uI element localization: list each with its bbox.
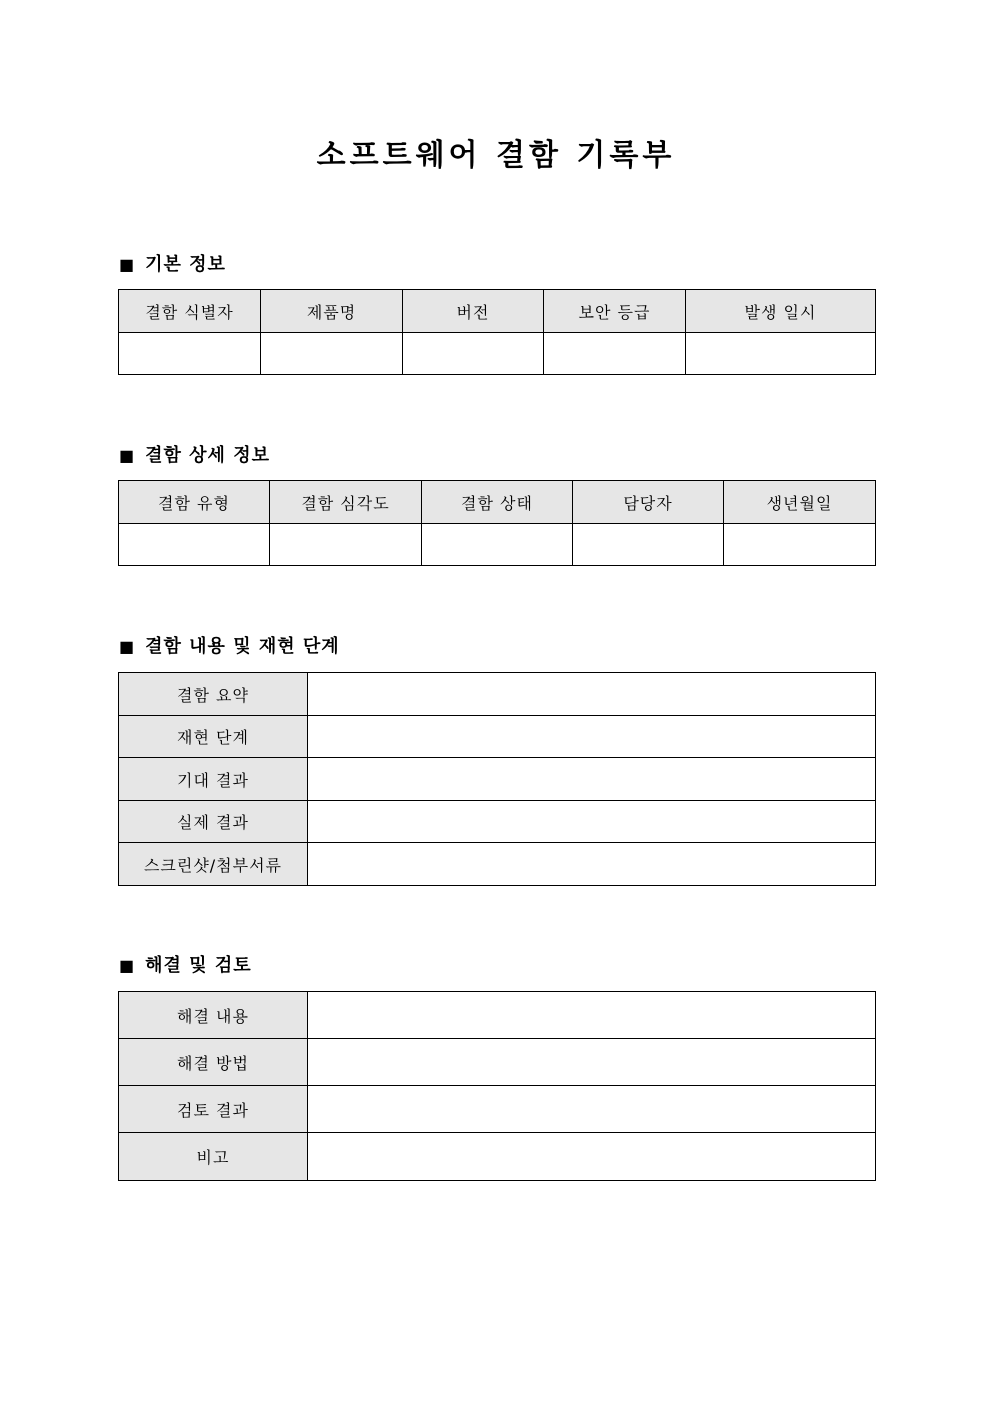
content-table bbox=[118, 672, 876, 886]
table-row bbox=[119, 1086, 876, 1133]
label-expected-result: 기대 결과 bbox=[119, 758, 308, 801]
page-title: 소프트웨어 결함 기록부 bbox=[316, 138, 676, 173]
table-header-row bbox=[119, 481, 876, 524]
label-actual-result: 실제 결과 bbox=[119, 801, 308, 843]
table-row bbox=[119, 843, 876, 886]
cell-defect-id-value[interactable] bbox=[119, 333, 261, 375]
cell-remarks-value[interactable] bbox=[308, 1133, 876, 1181]
square-bullet-icon: ■ bbox=[119, 956, 136, 975]
header-defect-id: 결함 식별자 bbox=[119, 290, 261, 333]
header-assignee: 담당자 bbox=[573, 481, 724, 524]
section-heading-label: 기본 정보 bbox=[145, 254, 226, 275]
header-security-level: 보안 등급 bbox=[544, 290, 686, 333]
cell-product-name-value[interactable] bbox=[261, 333, 403, 375]
header-version: 버전 bbox=[403, 290, 544, 333]
table-row bbox=[119, 673, 876, 716]
label-remarks: 비고 bbox=[119, 1133, 308, 1181]
label-resolution-method: 해결 방법 bbox=[119, 1039, 308, 1086]
resolution-table bbox=[118, 991, 876, 1181]
header-product-name: 제품명 bbox=[261, 290, 403, 333]
square-bullet-icon: ■ bbox=[119, 446, 136, 465]
section-heading-content bbox=[119, 635, 340, 659]
label-reproduction-steps: 재현 단계 bbox=[119, 716, 308, 758]
label-review-result: 검토 결과 bbox=[119, 1086, 308, 1133]
cell-occurrence-datetime-value[interactable] bbox=[686, 333, 876, 375]
header-defect-status: 결함 상태 bbox=[422, 481, 573, 524]
label-resolution-content: 해결 내용 bbox=[119, 992, 308, 1039]
cell-reproduction-steps-value[interactable] bbox=[308, 716, 876, 758]
section-heading-label: 결함 내용 및 재현 단계 bbox=[145, 636, 340, 657]
table-row bbox=[119, 524, 876, 566]
header-occurrence-datetime: 발생 일시 bbox=[686, 290, 876, 333]
cell-screenshot-attachments-value[interactable] bbox=[308, 843, 876, 886]
cell-defect-type-value[interactable] bbox=[119, 524, 270, 566]
table-row bbox=[119, 992, 876, 1039]
cell-resolution-method-value[interactable] bbox=[308, 1039, 876, 1086]
table-row bbox=[119, 758, 876, 801]
header-defect-severity: 결함 심각도 bbox=[270, 481, 422, 524]
cell-defect-status-value[interactable] bbox=[422, 524, 573, 566]
cell-birthdate-value[interactable] bbox=[724, 524, 876, 566]
section-heading-resolution bbox=[119, 954, 252, 978]
header-defect-type: 결함 유형 bbox=[119, 481, 270, 524]
detail-info-table bbox=[118, 480, 876, 566]
section-heading-label: 해결 및 검토 bbox=[145, 955, 252, 976]
table-row bbox=[119, 716, 876, 758]
square-bullet-icon: ■ bbox=[119, 637, 136, 656]
table-row bbox=[119, 1133, 876, 1181]
section-heading-detail-info bbox=[119, 444, 270, 468]
cell-version-value[interactable] bbox=[403, 333, 544, 375]
cell-actual-result-value[interactable] bbox=[308, 801, 876, 843]
cell-defect-severity-value[interactable] bbox=[270, 524, 422, 566]
basic-info-table bbox=[118, 289, 876, 375]
cell-expected-result-value[interactable] bbox=[308, 758, 876, 801]
table-row bbox=[119, 333, 876, 375]
table-row bbox=[119, 801, 876, 843]
cell-review-result-value[interactable] bbox=[308, 1086, 876, 1133]
table-row bbox=[119, 1039, 876, 1086]
square-bullet-icon: ■ bbox=[119, 255, 136, 274]
cell-resolution-content-value[interactable] bbox=[308, 992, 876, 1039]
section-heading-basic-info bbox=[119, 253, 226, 277]
cell-defect-summary-value[interactable] bbox=[308, 673, 876, 716]
cell-assignee-value[interactable] bbox=[573, 524, 724, 566]
header-birthdate: 생년월일 bbox=[724, 481, 876, 524]
cell-security-level-value[interactable] bbox=[544, 333, 686, 375]
table-header-row bbox=[119, 290, 876, 333]
label-screenshot-attachments: 스크린샷/첨부서류 bbox=[119, 843, 308, 886]
label-defect-summary: 결함 요약 bbox=[119, 673, 308, 716]
section-heading-label: 결함 상세 정보 bbox=[145, 445, 270, 466]
